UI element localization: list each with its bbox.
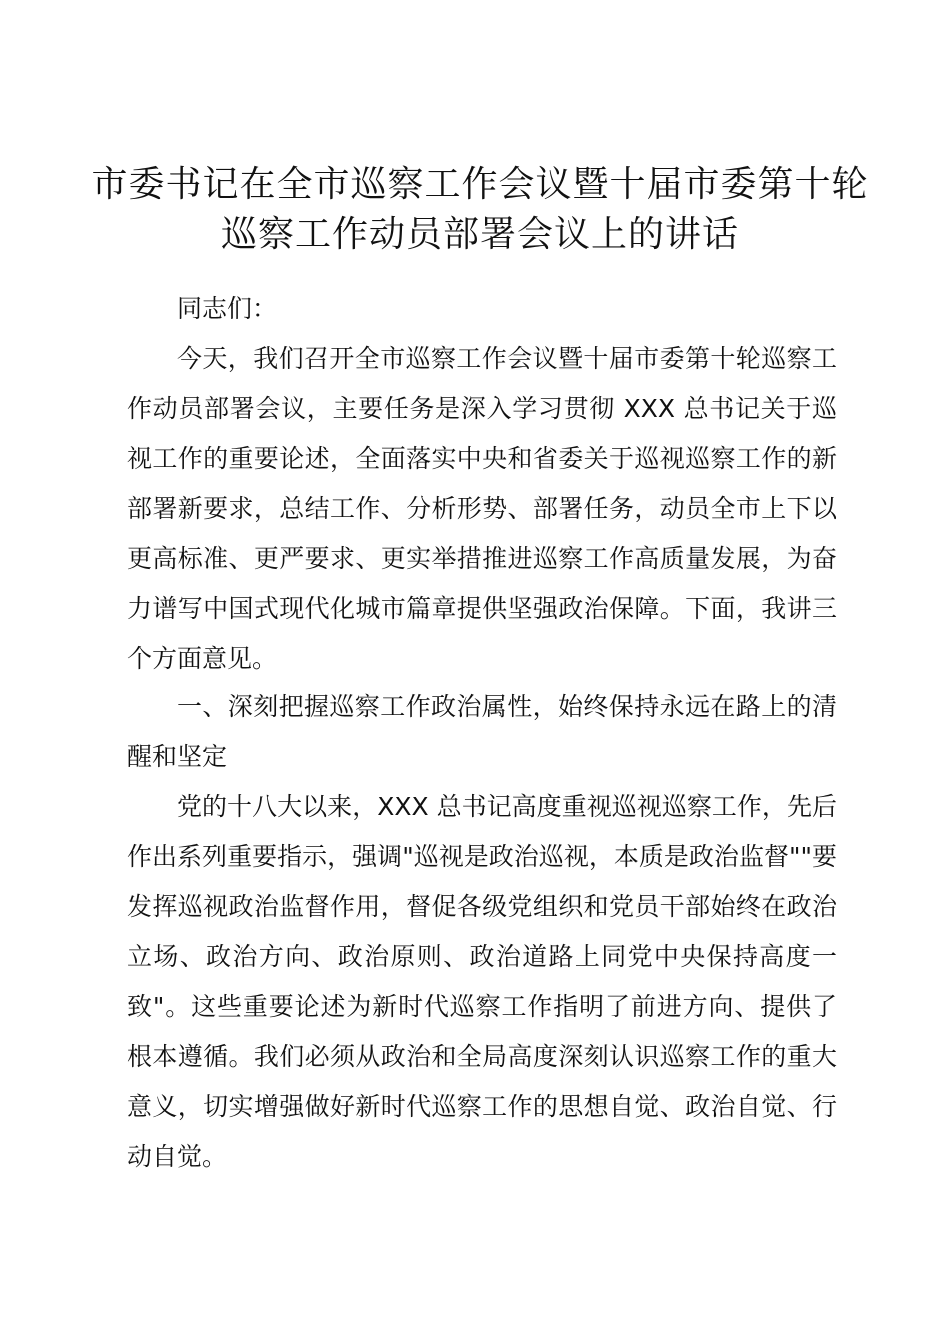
salutation: 同志们： [177,294,278,323]
section-heading-1: 一、深刻把握巡察工作政治属性，始终保持永远在路上的清醒和坚定 [127,692,837,771]
document-title: 市委书记在全市巡察工作会议暨十届市委第十轮巡察工作动员部署会议上的讲话 [91,164,869,255]
paragraph-intro: 今天，我们召开全市巡察工作会议暨十届市委第十轮巡察工作动员部署会议，主要任务是深入学习贯彻 XXX 总书记关于巡视工作的重要论述，全面落实中央和省委关于巡视巡察工作的新部署新要求，总结工作、分析形势、部署任务，动员全市上下以更高标准、更严要求、更实举措推进巡察工作高质量发展，为奋力谱写中国式现代化城市篇章提供坚强政治保障。下面，我讲三个方面意见。 [127,344,837,673]
paragraph-section-1: 党的十八大以来，XXX 总书记高度重视巡视巡察工作，先后作出系列重要指示，强调"巡视是政治巡视，本质是政治监督""要发挥巡视政治监督作用，督促各级党组织和党员干部始终在政治立场、政治方向、政治原则、政治道路上同党中央保持高度一致"。这些重要论述为新时代巡察工作指明了前进方向、提供了根本遵循。我们必须从政治和全局高度深刻认识巡察工作的重大意义，切实增强做好新时代巡察工作的思想自觉、政治自觉、行动自觉。 [127,792,837,1171]
